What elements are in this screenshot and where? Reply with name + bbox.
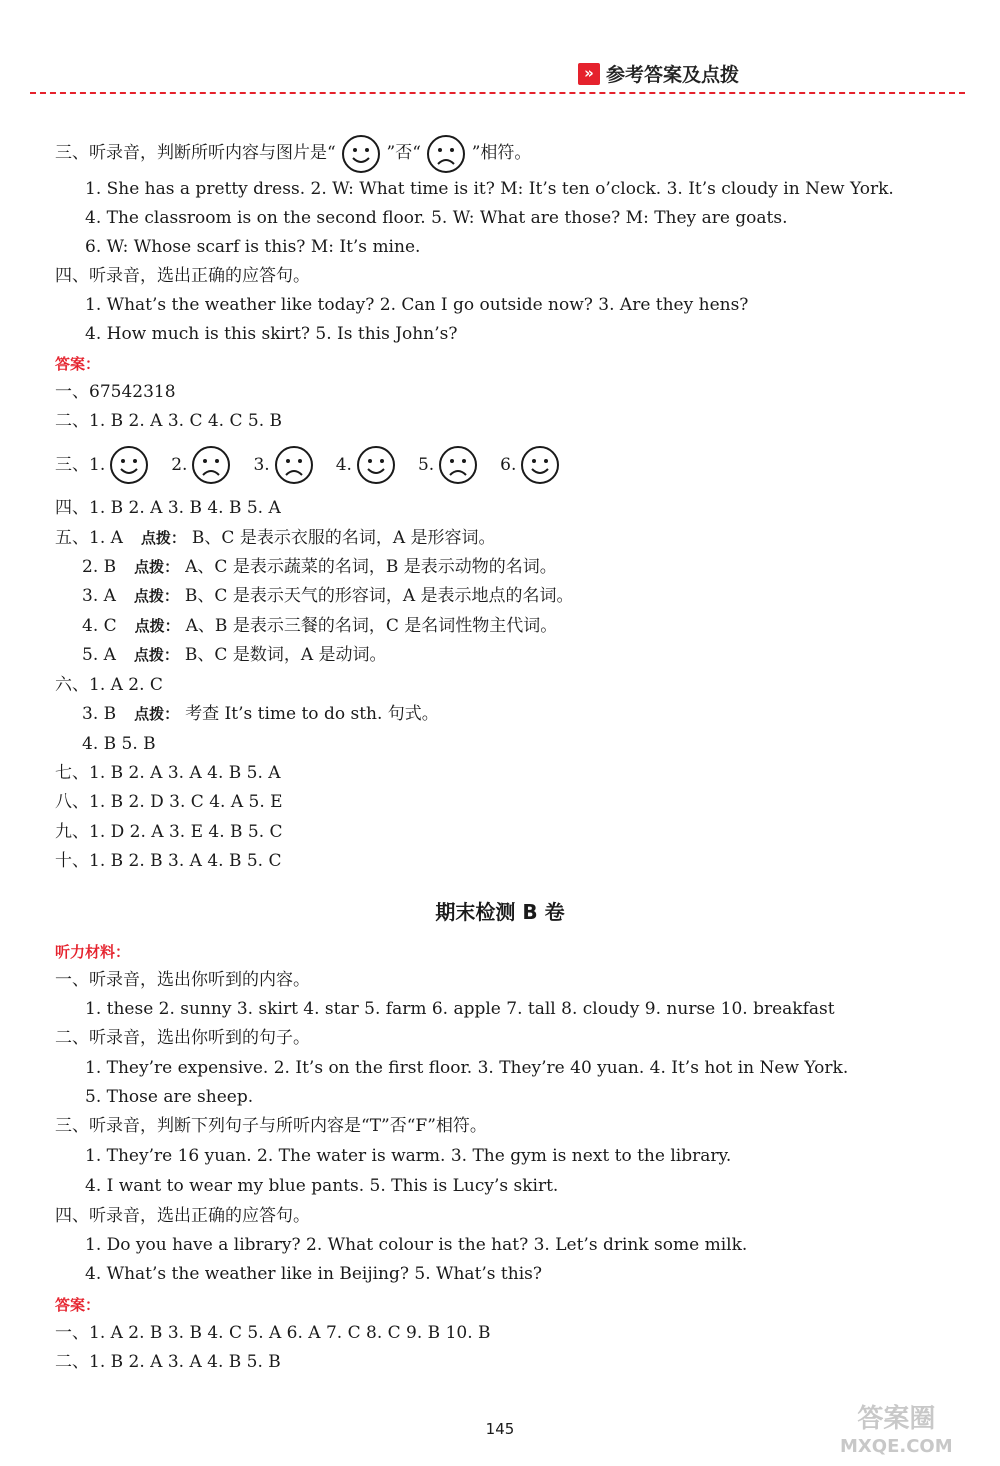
hint-text: A、C 是表示蔬菜的名词，B 是表示动物的名词。 bbox=[185, 557, 557, 577]
hint-text: B、C 是表示天气的形容词，A 是表示地点的名词。 bbox=[184, 586, 574, 606]
hint-label: 点拨： bbox=[134, 705, 180, 723]
face-answer-number: 2. bbox=[171, 455, 188, 475]
header-title-text: 参考答案及点拨 bbox=[606, 64, 740, 86]
q3-heading-post: ”相符。 bbox=[471, 143, 532, 163]
hint-text: 考查 It’s time to do sth. 句式。 bbox=[185, 704, 439, 724]
face-answer-number: 1. bbox=[89, 455, 106, 475]
arrow-right-icon: » bbox=[578, 63, 600, 85]
answer-line: 八、1. B 2. D 3. C 4. A 5. E bbox=[55, 792, 283, 812]
section-a-q3-heading bbox=[55, 133, 531, 174]
answer-line: 4. B 5. B bbox=[82, 734, 156, 754]
answer-line: 九、1. D 2. A 3. E 4. B 5. C bbox=[55, 822, 283, 842]
answer-lead: 5. A bbox=[82, 645, 116, 665]
hint-line bbox=[82, 703, 439, 725]
section-a-q3-line: 1. She has a pretty dress. 2. W: What time is it? M: It’s ten o’clock. 3. It’s cloudy in New York. bbox=[85, 179, 894, 199]
smiley-face-icon bbox=[341, 134, 381, 174]
smiley-face-icon bbox=[520, 445, 560, 485]
answer-lead: 4. C bbox=[82, 616, 117, 636]
hint-line bbox=[82, 585, 574, 607]
header-title bbox=[578, 60, 739, 87]
section-a-q4-heading: 四、听录音，选出正确的应答句。 bbox=[55, 266, 310, 286]
header-divider bbox=[30, 92, 965, 94]
answer-lead: 五、1. A bbox=[55, 528, 123, 548]
watermark-bottom: MXQE.COM bbox=[840, 1436, 953, 1457]
hint-text: B、C 是表示衣服的名词，A 是形容词。 bbox=[191, 528, 496, 548]
hint-line bbox=[82, 644, 387, 666]
q3-heading-mid: ”否“ bbox=[386, 143, 421, 163]
section-a-q4-line: 1. What’s the weather like today? 2. Can I go outside now? 3. Are they hens? bbox=[85, 295, 749, 315]
hint-line bbox=[82, 615, 557, 637]
hint-label: 点拨： bbox=[134, 558, 180, 576]
answer-line: 一、1. A 2. B 3. B 4. C 5. A 6. A 7. C 8. C 9. B 10. B bbox=[55, 1323, 491, 1343]
answer-lead: 3. B bbox=[82, 704, 117, 724]
section-a-q3-line: 6. W: Whose scarf is this? M: It’s mine. bbox=[85, 237, 421, 257]
face-answer-number: 6. bbox=[500, 455, 517, 475]
answers-label: 答案： bbox=[55, 1296, 101, 1314]
hint-label: 点拨： bbox=[140, 529, 186, 547]
face-answer-number: 3. bbox=[253, 455, 270, 475]
answer-line-faces bbox=[55, 443, 560, 487]
answer-lead: 3. A bbox=[82, 586, 116, 606]
section-b-q3-heading: 三、听录音，判断下列句子与所听内容是“T”否“F”相符。 bbox=[55, 1116, 487, 1136]
answer-line: 六、1. A 2. C bbox=[55, 675, 163, 695]
answer-line: 七、1. B 2. A 3. A 4. B 5. A bbox=[55, 763, 281, 783]
section-b-q4-heading: 四、听录音，选出正确的应答句。 bbox=[55, 1206, 310, 1226]
sad-face-icon bbox=[426, 134, 466, 174]
face-answer-number: 5. bbox=[417, 455, 435, 475]
watermark-logo bbox=[840, 1405, 953, 1461]
hint-line bbox=[55, 527, 496, 549]
watermark-top: 答案圈 bbox=[857, 1404, 936, 1434]
hint-text: A、B 是表示三餐的名词，C 是名词性物主代词。 bbox=[185, 616, 558, 636]
answers-label: 答案： bbox=[55, 355, 101, 373]
sad-face-icon bbox=[274, 445, 314, 485]
hint-label: 点拨： bbox=[133, 646, 179, 664]
answer-prefix: 三、 bbox=[55, 455, 89, 475]
answer-line: 四、1. B 2. A 3. B 4. B 5. A bbox=[55, 498, 281, 518]
smiley-face-icon bbox=[356, 445, 396, 485]
section-b-q2-line: 1. They’re expensive. 2. It’s on the first floor. 3. They’re 40 yuan. 4. It’s hot in New York. bbox=[85, 1058, 849, 1078]
section-b-q1-line: 1. these 2. sunny 3. skirt 4. star 5. farm 6. apple 7. tall 8. cloudy 9. nurse 10. breakfast bbox=[85, 999, 835, 1019]
listening-label: 听力材料： bbox=[55, 943, 131, 961]
section-b-q2-heading: 二、听录音，选出你听到的句子。 bbox=[55, 1028, 310, 1048]
section-b-q1-heading: 一、听录音，选出你听到的内容。 bbox=[55, 970, 310, 990]
answer-line: 二、1. B 2. A 3. C 4. C 5. B bbox=[55, 411, 283, 431]
section-b-q3-line: 1. They’re 16 yuan. 2. The water is warm. 3. The gym is next to the library. bbox=[85, 1146, 732, 1166]
answer-line: 十、1. B 2. B 3. A 4. B 5. C bbox=[55, 851, 282, 871]
smiley-face-icon bbox=[109, 445, 149, 485]
section-b-q3-line: 4. I want to wear my blue pants. 5. This is Lucy’s skirt. bbox=[85, 1176, 559, 1196]
section-b-q4-line: 4. What’s the weather like in Beijing? 5. What’s this? bbox=[85, 1264, 542, 1284]
sad-face-icon bbox=[191, 445, 231, 485]
sad-face-icon bbox=[438, 445, 478, 485]
page-number: 145 bbox=[485, 1420, 515, 1438]
hint-line bbox=[82, 556, 557, 578]
answer-line: 一、67542318 bbox=[55, 382, 176, 402]
hint-text: B、C 是数词，A 是动词。 bbox=[184, 645, 387, 665]
q3-heading-pre: 三、听录音，判断所听内容与图片是“ bbox=[55, 143, 336, 163]
section-b-q2-line: 5. Those are sheep. bbox=[85, 1087, 254, 1107]
answer-line: 二、1. B 2. A 3. A 4. B 5. B bbox=[55, 1352, 281, 1372]
hint-label: 点拨： bbox=[134, 617, 180, 635]
section-b-q4-line: 1. Do you have a library? 2. What colour is the hat? 3. Let’s drink some milk. bbox=[85, 1235, 748, 1255]
section-a-q3-line: 4. The classroom is on the second floor. 5. W: What are those? M: They are goats. bbox=[85, 208, 788, 228]
answer-lead: 2. B bbox=[82, 557, 117, 577]
hint-label: 点拨： bbox=[133, 587, 179, 605]
section-a-q4-line: 4. How much is this skirt? 5. Is this John’s? bbox=[85, 324, 458, 344]
face-answer-number: 4. bbox=[335, 455, 352, 475]
section-b-title: 期末检测 B 卷 bbox=[435, 900, 565, 924]
